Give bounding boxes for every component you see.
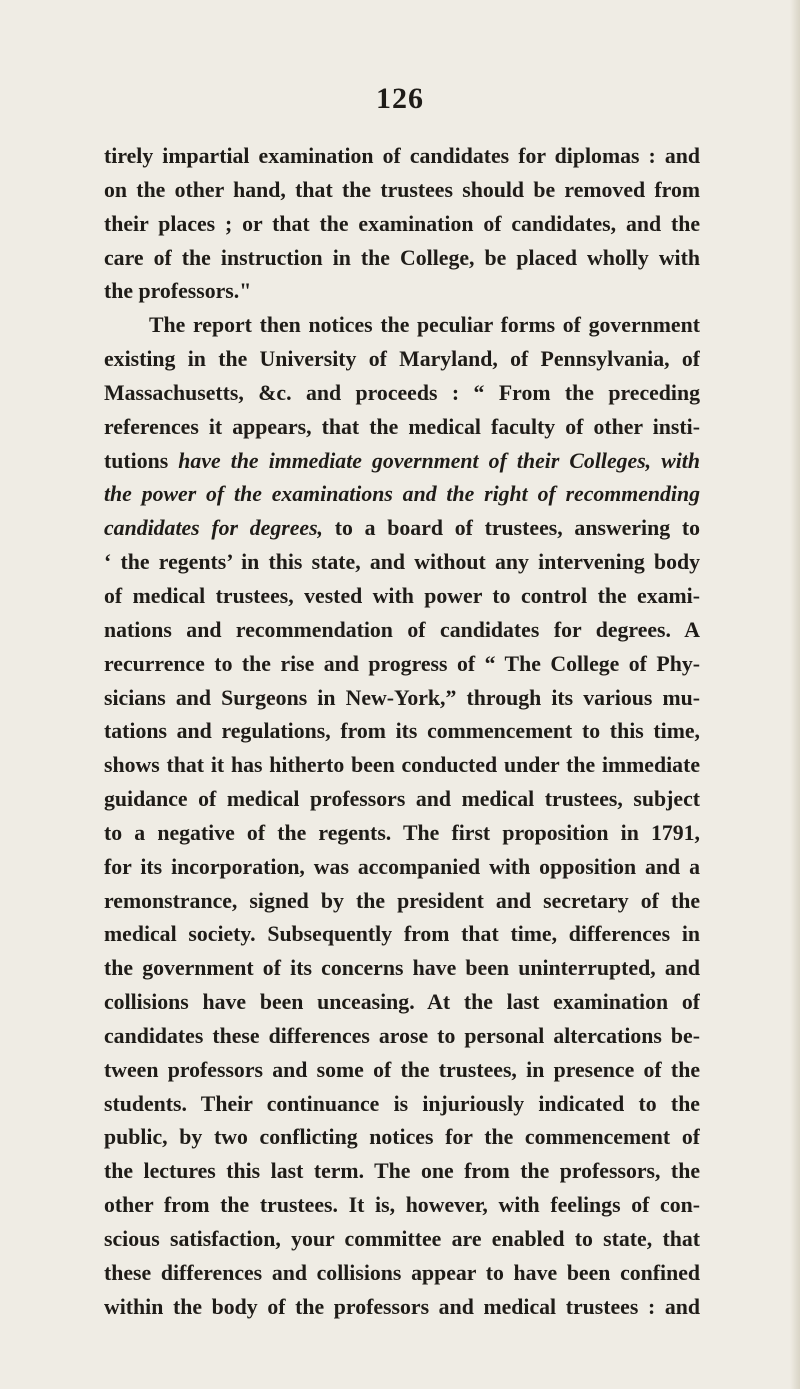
text-segment: remonstrance, signed by the president and secretary of the	[104, 888, 700, 913]
text-line	[104, 1291, 700, 1325]
text-segment: other from the trustees. It is, however, with feelings of con-	[104, 1193, 700, 1218]
text-line	[104, 174, 700, 208]
text-segment: the lectures this last term. The one from the professors, the	[104, 1159, 700, 1184]
text-segment: students. Their continuance is injuriously indicated to the	[104, 1091, 700, 1116]
text-line	[104, 614, 700, 648]
text-segment: care of the instruction in the College, be placed wholly with	[104, 245, 700, 270]
italic-text: candidates for degrees,	[104, 516, 324, 541]
text-segment: candidates these differences arose to personal altercations be-	[104, 1023, 700, 1048]
text-line	[104, 1257, 700, 1291]
text-segment: on the other hand, that the trustees should be removed from	[104, 177, 700, 202]
text-segment: references it appears, that the medical faculty of other insti-	[104, 414, 700, 439]
text-segment: to a board of trustees, answering to	[323, 516, 700, 541]
text-segment: the professors."	[104, 279, 252, 304]
text-line	[104, 715, 700, 749]
text-segment: sicians and Surgeons in New-York,” through its various mu-	[104, 685, 700, 710]
text-line	[104, 783, 700, 817]
text-line	[104, 1088, 700, 1122]
text-segment: tutions	[104, 448, 179, 473]
text-line	[104, 275, 700, 309]
text-line	[104, 648, 700, 682]
text-segment: within the body of the professors and medical trustees : and	[104, 1294, 700, 1319]
text-segment: these differences and collisions appear to have been confined	[104, 1260, 700, 1285]
text-segment: nations and recommendation of candidates for degrees. A	[104, 617, 700, 642]
text-line	[104, 1054, 700, 1088]
italic-text: the power of the examinations and the right of recommending	[104, 482, 700, 507]
text-segment: Massachusetts, &c. and proceeds : “ From the preceding	[104, 380, 700, 405]
text-line	[104, 309, 700, 343]
text-line	[104, 411, 700, 445]
text-line	[104, 1121, 700, 1155]
text-line	[104, 512, 700, 546]
text-segment: guidance of medical professors and medical trustees, subject	[104, 787, 700, 812]
text-segment: tations and regulations, from its commencement to this time,	[104, 719, 700, 744]
body-text	[104, 140, 700, 1325]
text-segment: recurrence to the rise and progress of “ The College of Phy-	[104, 651, 700, 676]
text-line	[104, 242, 700, 276]
page-edge-shadow	[790, 0, 800, 1389]
text-segment: The report then notices the peculiar forms of government	[149, 313, 700, 338]
text-line	[104, 208, 700, 242]
text-segment: medical society. Subsequently from that time, differences in	[104, 922, 700, 947]
text-segment: tween professors and some of the trustees, in presence of the	[104, 1057, 700, 1082]
text-line	[104, 1020, 700, 1054]
text-line	[104, 1223, 700, 1257]
text-segment: collisions have been unceasing. At the last examination of	[104, 990, 700, 1015]
text-segment: their places ; or that the examination of candidates, and the	[104, 211, 700, 236]
text-segment: the government of its concerns have been uninterrupted, and	[104, 956, 700, 981]
text-segment: for its incorporation, was accompanied with opposition and a	[104, 854, 700, 879]
text-segment: of medical trustees, vested with power to control the exami-	[104, 583, 700, 608]
text-line	[104, 986, 700, 1020]
text-line	[104, 918, 700, 952]
text-line	[104, 478, 700, 512]
text-line	[104, 546, 700, 580]
text-segment: existing in the University of Maryland, of Pennsylvania, of	[104, 347, 700, 372]
text-line	[104, 343, 700, 377]
text-line	[104, 885, 700, 919]
text-line	[104, 580, 700, 614]
text-line	[104, 851, 700, 885]
text-segment: tirely impartial examination of candidates for diplomas : and	[104, 144, 700, 168]
text-line	[104, 1155, 700, 1189]
text-segment: ‘ the regents’ in this state, and without any intervening body	[104, 550, 700, 575]
text-segment: public, by two conflicting notices for the commencement of	[104, 1125, 700, 1150]
text-line	[104, 749, 700, 783]
text-line	[104, 140, 700, 174]
text-segment: scious satisfaction, your committee are enabled to state, that	[104, 1227, 700, 1251]
page-number: 126	[376, 82, 424, 115]
text-line	[104, 952, 700, 986]
italic-text: have the immediate government of their Colleges, with	[178, 448, 700, 473]
text-line	[104, 682, 700, 716]
text-line	[104, 377, 700, 411]
text-line	[104, 1189, 700, 1223]
text-line	[104, 445, 700, 479]
text-line	[104, 817, 700, 851]
text-segment: shows that it has hitherto been conducted under the immediate	[104, 753, 700, 778]
text-segment: to a negative of the regents. The first proposition in 1791,	[104, 820, 700, 845]
